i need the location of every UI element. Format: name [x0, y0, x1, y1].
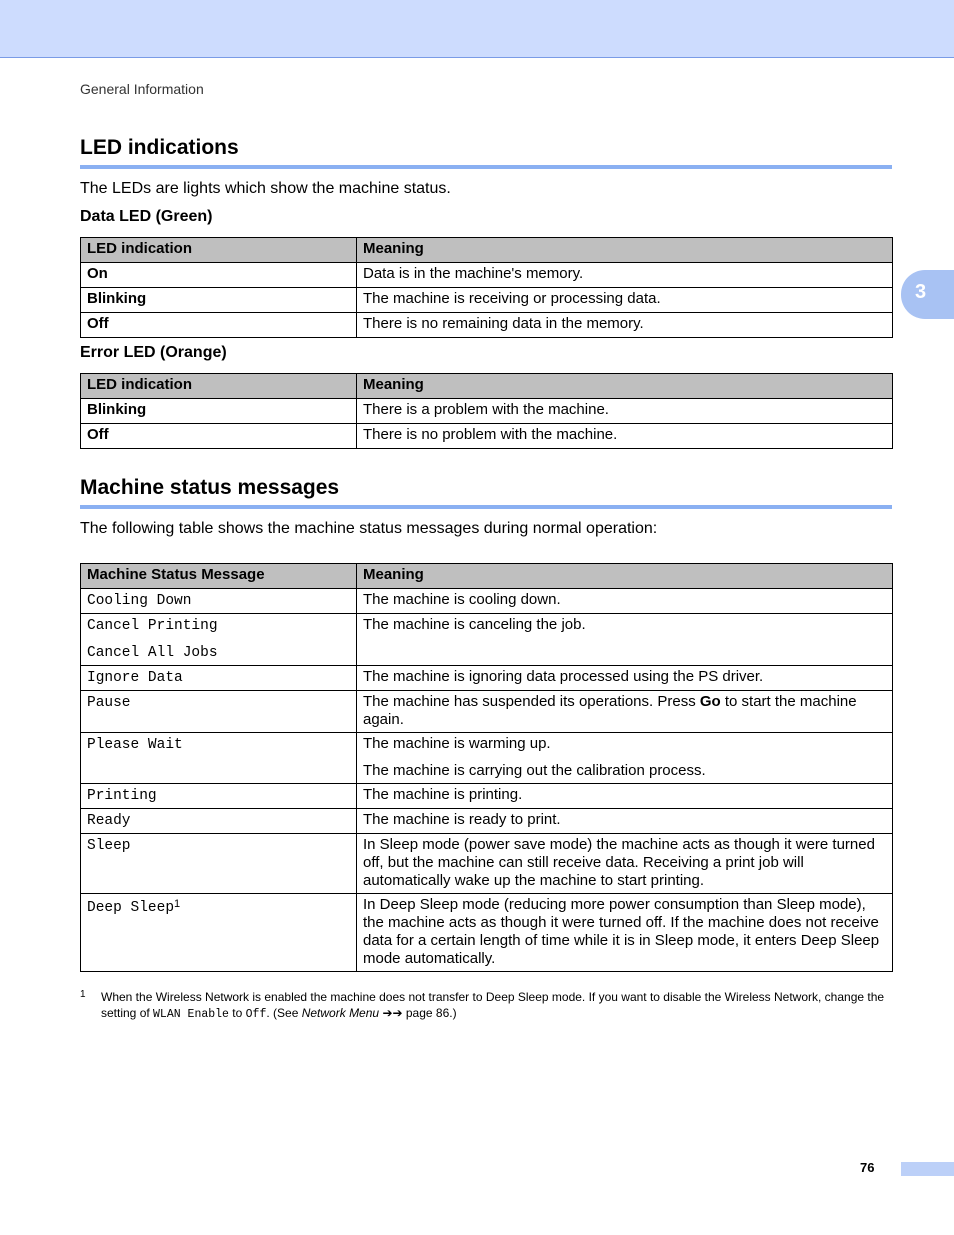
table-row — [81, 733, 893, 784]
table-row — [81, 894, 893, 972]
footnote — [80, 989, 892, 1023]
arrows-icon: ➔➔ — [382, 1006, 403, 1020]
led-intro: The LEDs are lights which show the machine status. — [80, 180, 451, 197]
section-rule — [80, 165, 892, 169]
status-message: Sleep — [87, 838, 131, 854]
meaning-cell — [357, 691, 893, 733]
status-message: Please Wait — [87, 737, 183, 753]
meaning-cell: The machine is receiving or processing data. — [357, 288, 893, 313]
table-row — [81, 614, 893, 666]
status-message: Ready — [87, 813, 131, 829]
led-indication-cell: Off — [81, 313, 357, 338]
table-row — [81, 784, 893, 809]
meaning-text: to start the machine again. — [363, 693, 857, 728]
led-indication-cell: Off — [81, 424, 357, 449]
network-menu-link[interactable]: Network Menu — [301, 1006, 380, 1020]
column-header: Machine Status Message — [81, 564, 357, 589]
footnote-reference[interactable]: 1 — [174, 898, 181, 910]
breadcrumb: General Information — [80, 81, 204, 97]
meaning-cell: There is no problem with the machine. — [357, 424, 893, 449]
section-title-led: LED indications — [80, 136, 239, 159]
page-number: 76 — [860, 1160, 875, 1175]
table-row — [81, 288, 893, 313]
footnote-text-part: to — [228, 1006, 246, 1020]
meaning-cell: In Deep Sleep mode (reducing more power consumption than Sleep mode), the machine acts as though it were turned off. If the machine does not receive data for a certain length of time while it is in Sleep mode, it enters Deep Sleep mode automatically. — [357, 894, 893, 972]
chapter-number: 3 — [915, 281, 927, 303]
meaning-cell: The machine is ignoring data processed using the PS driver. — [357, 666, 893, 691]
status-message: Cancel Printing — [87, 618, 218, 634]
table-header-row — [81, 374, 893, 399]
meaning-cell: The machine is ready to print. — [357, 809, 893, 834]
status-message: Cooling Down — [87, 593, 192, 609]
table-header-row — [81, 564, 893, 589]
status-message: Ignore Data — [87, 670, 183, 686]
page-header-band — [0, 0, 954, 58]
status-message: Cancel All Jobs — [87, 645, 218, 661]
meaning-cell: The machine is canceling the job. — [357, 614, 893, 666]
column-header: LED indication — [81, 374, 357, 399]
table-header-row — [81, 238, 893, 263]
status-intro: The following table shows the machine status messages during normal operation: — [80, 520, 658, 537]
led-indication-cell: On — [81, 263, 357, 288]
chapter-tab[interactable] — [901, 270, 954, 319]
setting-name: WLAN Enable — [153, 1008, 229, 1021]
led-indication-cell: Blinking — [81, 399, 357, 424]
table-row — [81, 809, 893, 834]
section-rule — [80, 505, 892, 509]
column-header: Meaning — [357, 374, 893, 399]
status-message: Pause — [87, 695, 131, 711]
meaning-cell: The machine is cooling down. — [357, 589, 893, 614]
footnote-number: 1 — [80, 989, 86, 1000]
go-button-label: Go — [699, 693, 721, 710]
status-message: Printing — [87, 788, 157, 804]
column-header: LED indication — [81, 238, 357, 263]
table-row — [81, 313, 893, 338]
section-title-status: Machine status messages — [80, 476, 340, 499]
setting-value: Off — [245, 1008, 267, 1021]
footnote-text-part: page 86.) — [402, 1006, 457, 1020]
led-indication-cell: Blinking — [81, 288, 357, 313]
table-row — [81, 691, 893, 733]
table-row — [81, 589, 893, 614]
footnote-text-part: . (See — [266, 1006, 302, 1020]
table-row — [81, 834, 893, 894]
meaning-cell: There is no remaining data in the memory. — [357, 313, 893, 338]
meaning-cell: There is a problem with the machine. — [357, 399, 893, 424]
column-header: Meaning — [357, 238, 893, 263]
table-row — [81, 399, 893, 424]
status-message: Deep Sleep — [87, 900, 175, 916]
footnote-text — [101, 989, 892, 1023]
column-header: Meaning — [357, 564, 893, 589]
page-footer-bar — [901, 1162, 954, 1176]
meaning-cell: Data is in the machine's memory. — [357, 263, 893, 288]
meaning-cell: The machine is printing. — [357, 784, 893, 809]
status-table — [80, 563, 893, 972]
footnote-text-part: When the Wireless Network is enabled the machine does not transfer to Deep Sleep mode. If you want to disable the Wireless Network, change the setting of — [101, 990, 885, 1020]
table-row — [81, 263, 893, 288]
meaning-text: The machine is warming up. — [363, 735, 551, 752]
table-row — [81, 424, 893, 449]
error-led-table — [80, 373, 893, 449]
meaning-text: The machine has suspended its operations. Press — [363, 693, 700, 710]
meaning-text: The machine is carrying out the calibration process. — [363, 762, 706, 779]
error-led-title: Error LED (Orange) — [80, 344, 227, 361]
meaning-cell: In Sleep mode (power save mode) the machine acts as though it were turned off, but the machine can still receive data. Receiving a print job will automatically wake up the machine to start printing. — [357, 834, 893, 894]
table-row — [81, 666, 893, 691]
data-led-title: Data LED (Green) — [80, 208, 213, 225]
data-led-table — [80, 237, 893, 338]
